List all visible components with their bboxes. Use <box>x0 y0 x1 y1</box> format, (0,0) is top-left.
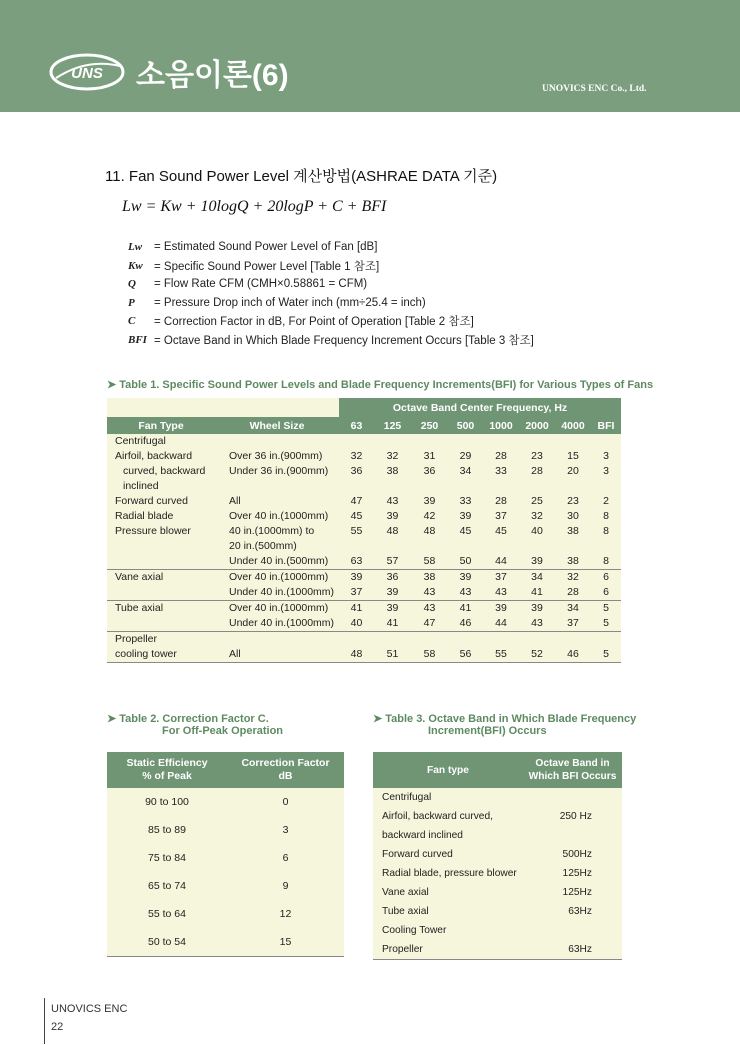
table1-cell-value: 8 <box>591 509 621 524</box>
table1-cell-fan-type: Pressure blower <box>107 524 215 539</box>
table1-row <box>107 494 621 509</box>
table1-cell-value <box>483 539 519 554</box>
table1-cell-value: 43 <box>411 601 448 617</box>
table1-cell-value: 33 <box>483 464 519 479</box>
table1-cell-value <box>339 539 374 554</box>
table1-cell-value: 44 <box>483 616 519 632</box>
table1-cell-value: 43 <box>448 585 483 601</box>
table1-col-band: 500 <box>448 417 483 434</box>
table1-cell-wheel-size: Under 36 in.(900mm) <box>215 464 339 479</box>
table1-cell-value <box>555 632 591 648</box>
table1-cell-value: 32 <box>339 449 374 464</box>
table1-cell-value: 39 <box>448 570 483 586</box>
table2-cell-correction: 12 <box>227 900 344 928</box>
table1-group-header: Octave Band Center Frequency, Hz <box>339 398 621 417</box>
table1-cell-value: 5 <box>591 616 621 632</box>
table1-caption <box>107 378 653 391</box>
table3-row <box>373 883 622 902</box>
table1-cell-value: 37 <box>483 570 519 586</box>
table1-cell-wheel-size: Under 40 in.(500mm) <box>215 554 339 570</box>
table1-cell-fan-type: Centrifugal <box>107 434 215 449</box>
table2-body <box>107 788 344 957</box>
table1-cell-value: 30 <box>555 509 591 524</box>
table1-cell-value: 48 <box>374 524 411 539</box>
table2-caption-line2: For Off-Peak Operation <box>162 725 284 737</box>
table1-cell-value: 51 <box>374 647 411 663</box>
table3 <box>373 752 622 960</box>
table1-cell-value: 28 <box>555 585 591 601</box>
table1-cell-value: 34 <box>555 601 591 617</box>
table1-cell-value: 45 <box>483 524 519 539</box>
table1-cell-value: 36 <box>374 570 411 586</box>
table1-cell-value: 3 <box>591 449 621 464</box>
table2 <box>107 752 344 957</box>
table2-col-correction-line2: dB <box>278 770 293 782</box>
table1-cell-value: 63 <box>339 554 374 570</box>
table1-cell-fan-type <box>107 585 215 601</box>
table1-cell-value <box>411 632 448 648</box>
table1-cell-value <box>591 434 621 449</box>
definition-text: = Estimated Sound Power Level of Fan [dB] <box>154 241 378 254</box>
table1-cell-fan-type: cooling tower <box>107 647 215 663</box>
table3-row <box>373 921 622 940</box>
footer-brand: UNOVICS ENC <box>51 1003 128 1015</box>
table2-cell-correction: 6 <box>227 844 344 872</box>
table1-cell-value: 43 <box>411 585 448 601</box>
table2-row <box>107 872 344 900</box>
table3-cell-octave-band: 125Hz <box>523 864 622 883</box>
table1-cell-fan-type: Vane axial <box>107 570 215 586</box>
section-title: 11. Fan Sound Power Level 계산방법(ASHRAE DATA 기준) <box>105 168 498 185</box>
table1-cell-fan-type: inclined <box>107 479 215 494</box>
table2-cell-efficiency: 65 to 74 <box>107 872 227 900</box>
table1-cell-value: 32 <box>519 509 555 524</box>
definition-text: = Specific Sound Power Level [Table 1 참조] <box>154 260 380 273</box>
caption-arrow-icon: ➤ <box>107 379 117 391</box>
definition-symbol: Q <box>128 278 136 291</box>
table1-cell-wheel-size: Over 40 in.(1000mm) <box>215 570 339 586</box>
table1-cell-value: 38 <box>411 570 448 586</box>
table1-cell-value: 41 <box>339 601 374 617</box>
table1-row <box>107 647 621 663</box>
table1-cell-wheel-size: 20 in.(500mm) <box>215 539 339 554</box>
table1-cell-value <box>519 479 555 494</box>
table1-cell-value: 50 <box>448 554 483 570</box>
definition-text: = Octave Band in Which Blade Frequency Increment Occurs [Table 3 참조] <box>154 334 534 347</box>
table1-cell-value <box>339 434 374 449</box>
table1-cell-value: 45 <box>339 509 374 524</box>
table3-cell-fan-type: Propeller <box>373 940 523 960</box>
table1-row <box>107 434 621 449</box>
table1-col-band: 4000 <box>555 417 591 434</box>
table1-cell-value: 8 <box>591 554 621 570</box>
table1-cell-value: 41 <box>448 601 483 617</box>
table1-cell-value: 47 <box>339 494 374 509</box>
table1-col-fan-type: Fan Type <box>107 417 215 434</box>
table1-col-band: 2000 <box>519 417 555 434</box>
table1-col-band: 250 <box>411 417 448 434</box>
table1-cell-value: 55 <box>483 647 519 663</box>
table1-cell-wheel-size <box>215 434 339 449</box>
table1-cell-value: 5 <box>591 601 621 617</box>
table1-col-band: 1000 <box>483 417 519 434</box>
table1-cell-value: 46 <box>555 647 591 663</box>
table2-row <box>107 900 344 928</box>
table1-row <box>107 449 621 464</box>
table1-cell-value: 44 <box>483 554 519 570</box>
table3-row <box>373 940 622 960</box>
table1-cell-value: 31 <box>411 449 448 464</box>
table3-caption <box>373 712 636 737</box>
table3-cell-octave-band: 63Hz <box>523 940 622 960</box>
table1-cell-value: 37 <box>483 509 519 524</box>
table3-cell-fan-type: Airfoil, backward curved, <box>373 807 523 826</box>
table1-cell-value: 37 <box>339 585 374 601</box>
table1-cell-value <box>591 539 621 554</box>
table1-cell-value: 45 <box>448 524 483 539</box>
definition-row <box>128 238 534 257</box>
table1-cell-value: 28 <box>483 494 519 509</box>
table1-cell-value: 36 <box>339 464 374 479</box>
table1-cell-value: 43 <box>374 494 411 509</box>
table3-cell-fan-type: Radial blade, pressure blower <box>373 864 523 883</box>
table1-cell-value: 5 <box>591 647 621 663</box>
definition-symbol: BFI <box>128 333 147 346</box>
table2-cell-correction: 15 <box>227 928 344 957</box>
table2-col-efficiency-line1: Static Efficiency <box>126 757 208 769</box>
table3-cell-fan-type: backward inclined <box>373 826 523 845</box>
table3-row <box>373 788 622 807</box>
formula-rhs: = Kw + 10logQ + 20logP + C + BFI <box>145 198 387 215</box>
table3-caption-line1: Table 3. Octave Band in Which Blade Frequency <box>385 713 637 725</box>
table3-cell-fan-type: Forward curved <box>373 845 523 864</box>
caption-arrow-icon: ➤ <box>107 713 117 725</box>
table1-row <box>107 601 621 617</box>
logo-text: UNS <box>71 65 103 82</box>
table1-row <box>107 585 621 601</box>
table3-cell-fan-type: Tube axial <box>373 902 523 921</box>
table1-cell-value: 20 <box>555 464 591 479</box>
table1-cell-fan-type: Propeller <box>107 632 215 648</box>
table1-row <box>107 509 621 524</box>
table1-cell-value <box>411 434 448 449</box>
formula-lhs: Lw <box>122 198 142 215</box>
page-header <box>0 0 740 112</box>
table1-cell-value: 29 <box>448 449 483 464</box>
table1-cell-wheel-size: Over 40 in.(1000mm) <box>215 601 339 617</box>
table1-cell-value <box>483 479 519 494</box>
table2-col-efficiency-line2: % of Peak <box>142 770 192 782</box>
table1-cell-value <box>519 434 555 449</box>
definition-row <box>128 331 534 350</box>
table1-cell-value: 39 <box>374 601 411 617</box>
table3-cell-octave-band: 500Hz <box>523 845 622 864</box>
table1-cell-value: 32 <box>555 570 591 586</box>
table1-row <box>107 479 621 494</box>
page-title: 소음이론(6) <box>136 59 289 92</box>
table1-cell-value: 58 <box>411 554 448 570</box>
table2-cell-efficiency: 75 to 84 <box>107 844 227 872</box>
table1-cell-value <box>339 479 374 494</box>
table1-cell-value <box>483 632 519 648</box>
table3-col-fan-type: Fan type <box>373 752 523 788</box>
definition-row <box>128 257 534 276</box>
table1-cell-fan-type: Radial blade <box>107 509 215 524</box>
footer-divider <box>44 998 45 1044</box>
table1-row <box>107 524 621 539</box>
table3-cell-octave-band <box>523 788 622 807</box>
definition-text: = Correction Factor in dB, For Point of Operation [Table 2 참조] <box>154 316 474 329</box>
table3-row <box>373 902 622 921</box>
table1-cell-wheel-size: All <box>215 494 339 509</box>
table3-cell-octave-band: 250 Hz <box>523 807 622 826</box>
table1-cell-value: 41 <box>374 616 411 632</box>
table1-cell-value: 38 <box>374 464 411 479</box>
table1-cell-value: 28 <box>519 464 555 479</box>
table1-cell-value: 39 <box>339 570 374 586</box>
table1-row <box>107 539 621 554</box>
table1-col-band: 125 <box>374 417 411 434</box>
table1-cell-value: 3 <box>591 464 621 479</box>
table1-cell-value <box>374 479 411 494</box>
company-name: UNOVICS ENC Co., Ltd. <box>542 84 647 94</box>
table1-cell-value: 43 <box>483 585 519 601</box>
table1-cell-value <box>448 434 483 449</box>
table2-cell-efficiency: 90 to 100 <box>107 788 227 816</box>
table1-cell-wheel-size: Under 40 in.(1000mm) <box>215 585 339 601</box>
definition-row <box>128 312 534 331</box>
table1-cell-value: 2 <box>591 494 621 509</box>
table1-cell-value: 48 <box>411 524 448 539</box>
table1-cell-value: 25 <box>519 494 555 509</box>
table1 <box>107 398 621 663</box>
uns-logo-icon <box>48 52 126 92</box>
table1-cell-value: 48 <box>339 647 374 663</box>
table3-cell-fan-type: Centrifugal <box>373 788 523 807</box>
table1-cell-value: 6 <box>591 570 621 586</box>
table1-cell-wheel-size: All <box>215 647 339 663</box>
table1-cell-value: 38 <box>555 554 591 570</box>
table2-caption <box>107 712 283 737</box>
table3-row <box>373 807 622 826</box>
table1-cell-value: 34 <box>448 464 483 479</box>
table1-col-wheel-size: Wheel Size <box>215 417 339 434</box>
definition-text: = Flow Rate CFM (CMH×0.58861 = CFM) <box>154 278 368 291</box>
table3-cell-fan-type: Cooling Tower <box>373 921 523 940</box>
table1-cell-value: 57 <box>374 554 411 570</box>
table3-col-octave-band <box>523 752 622 788</box>
table3-row <box>373 845 622 864</box>
table1-cell-fan-type: curved, backward <box>107 464 215 479</box>
definition-symbol: Lw <box>128 241 143 254</box>
table1-cell-value: 40 <box>519 524 555 539</box>
definition-text: = Pressure Drop inch of Water inch (mm÷25.4 = inch) <box>154 296 426 309</box>
table1-cell-value: 36 <box>411 464 448 479</box>
table3-cell-octave-band: 63Hz <box>523 902 622 921</box>
table1-row <box>107 570 621 586</box>
table1-cell-value <box>374 434 411 449</box>
table2-row <box>107 816 344 844</box>
table1-cell-value: 32 <box>374 449 411 464</box>
table1-cell-value <box>591 479 621 494</box>
table1-cell-wheel-size: Over 36 in.(900mm) <box>215 449 339 464</box>
table2-cell-correction: 0 <box>227 788 344 816</box>
table1-cell-value: 39 <box>411 494 448 509</box>
table1-cell-value: 39 <box>448 509 483 524</box>
table1-cell-value <box>339 632 374 648</box>
table1-cell-value: 42 <box>411 509 448 524</box>
table3-row <box>373 826 622 845</box>
table1-cell-fan-type: Tube axial <box>107 601 215 617</box>
table1-cell-value: 37 <box>555 616 591 632</box>
table1-header-blank <box>107 398 339 417</box>
table1-cell-value: 52 <box>519 647 555 663</box>
table1-cell-value: 39 <box>519 554 555 570</box>
table3-row <box>373 864 622 883</box>
table1-cell-value: 33 <box>448 494 483 509</box>
table1-cell-value <box>555 539 591 554</box>
definition-row <box>128 275 534 294</box>
table1-body <box>107 434 621 663</box>
table1-col-band: BFI <box>591 417 621 434</box>
table1-cell-value: 56 <box>448 647 483 663</box>
table1-cell-value <box>411 479 448 494</box>
table1-cell-value: 23 <box>555 494 591 509</box>
table1-cell-wheel-size <box>215 479 339 494</box>
table1-cell-wheel-size: 40 in.(1000mm) to <box>215 524 339 539</box>
table1-cell-value: 8 <box>591 524 621 539</box>
table2-col-correction-line1: Correction Factor <box>241 757 330 769</box>
table1-cell-value: 39 <box>374 509 411 524</box>
page-number: 22 <box>51 1021 64 1033</box>
table1-cell-fan-type: Airfoil, backward <box>107 449 215 464</box>
table2-row <box>107 788 344 816</box>
table1-cell-value: 28 <box>483 449 519 464</box>
table1-cell-fan-type <box>107 539 215 554</box>
table2-cell-correction: 9 <box>227 872 344 900</box>
table3-body <box>373 788 622 960</box>
table1-cell-value <box>448 632 483 648</box>
table3-caption-line2: Increment(BFI) Occurs <box>428 725 547 737</box>
table2-cell-efficiency: 55 to 64 <box>107 900 227 928</box>
table1-row <box>107 554 621 570</box>
table1-cell-value: 41 <box>519 585 555 601</box>
table1-cell-value: 15 <box>555 449 591 464</box>
table1-row <box>107 464 621 479</box>
definition-symbol: Kw <box>128 259 143 272</box>
table1-cell-fan-type <box>107 616 215 632</box>
table1-cell-value <box>411 539 448 554</box>
table1-col-band: 63 <box>339 417 374 434</box>
table1-cell-value <box>519 539 555 554</box>
formula <box>122 198 386 216</box>
table1-cell-fan-type <box>107 554 215 570</box>
table1-row <box>107 632 621 648</box>
definition-symbol: P <box>128 296 135 309</box>
table1-cell-value <box>483 434 519 449</box>
table1-cell-value: 23 <box>519 449 555 464</box>
table1-cell-value <box>374 539 411 554</box>
table1-cell-value <box>374 632 411 648</box>
table1-cell-wheel-size: Over 40 in.(1000mm) <box>215 509 339 524</box>
table2-row <box>107 928 344 957</box>
table1-caption-text: Table 1. Specific Sound Power Levels and Blade Frequency Increments(BFI) for Various Types of Fans <box>119 379 654 391</box>
table1-row <box>107 616 621 632</box>
table1-cell-wheel-size: Under 40 in.(1000mm) <box>215 616 339 632</box>
table1-cell-value: 58 <box>411 647 448 663</box>
table1-cell-value: 47 <box>411 616 448 632</box>
definitions-list <box>128 238 534 349</box>
table1-cell-value <box>519 632 555 648</box>
table2-row <box>107 844 344 872</box>
table1-cell-value: 34 <box>519 570 555 586</box>
table1-cell-value <box>591 632 621 648</box>
table1-cell-value: 39 <box>483 601 519 617</box>
table1-cell-wheel-size <box>215 632 339 648</box>
definition-row <box>128 294 534 313</box>
caption-arrow-icon: ➤ <box>373 713 383 725</box>
table1-cell-value: 39 <box>519 601 555 617</box>
table3-col-octave-band-line2: Which BFI Occurs <box>528 771 617 782</box>
table1-cell-value: 55 <box>339 524 374 539</box>
table3-col-octave-band-line1: Octave Band in <box>535 758 610 769</box>
table1-cell-value: 39 <box>374 585 411 601</box>
table1-cell-value: 40 <box>339 616 374 632</box>
table1-cell-value: 38 <box>555 524 591 539</box>
table1-cell-value <box>555 479 591 494</box>
table1-cell-fan-type: Forward curved <box>107 494 215 509</box>
table1-cell-value: 6 <box>591 585 621 601</box>
table2-col-efficiency <box>107 752 227 788</box>
definition-symbol: C <box>128 315 136 328</box>
table1-cell-value: 43 <box>519 616 555 632</box>
table2-caption-line1: Table 2. Correction Factor C. <box>119 713 269 725</box>
table1-cell-value <box>448 539 483 554</box>
table3-cell-octave-band <box>523 826 622 845</box>
table3-cell-octave-band: 125Hz <box>523 883 622 902</box>
table3-cell-octave-band <box>523 921 622 940</box>
table1-cell-value <box>448 479 483 494</box>
table1-cell-value <box>555 434 591 449</box>
table2-cell-efficiency: 85 to 89 <box>107 816 227 844</box>
table2-cell-efficiency: 50 to 54 <box>107 928 227 957</box>
table2-cell-correction: 3 <box>227 816 344 844</box>
table1-cell-value: 46 <box>448 616 483 632</box>
table3-cell-fan-type: Vane axial <box>373 883 523 902</box>
table2-col-correction <box>227 752 344 788</box>
